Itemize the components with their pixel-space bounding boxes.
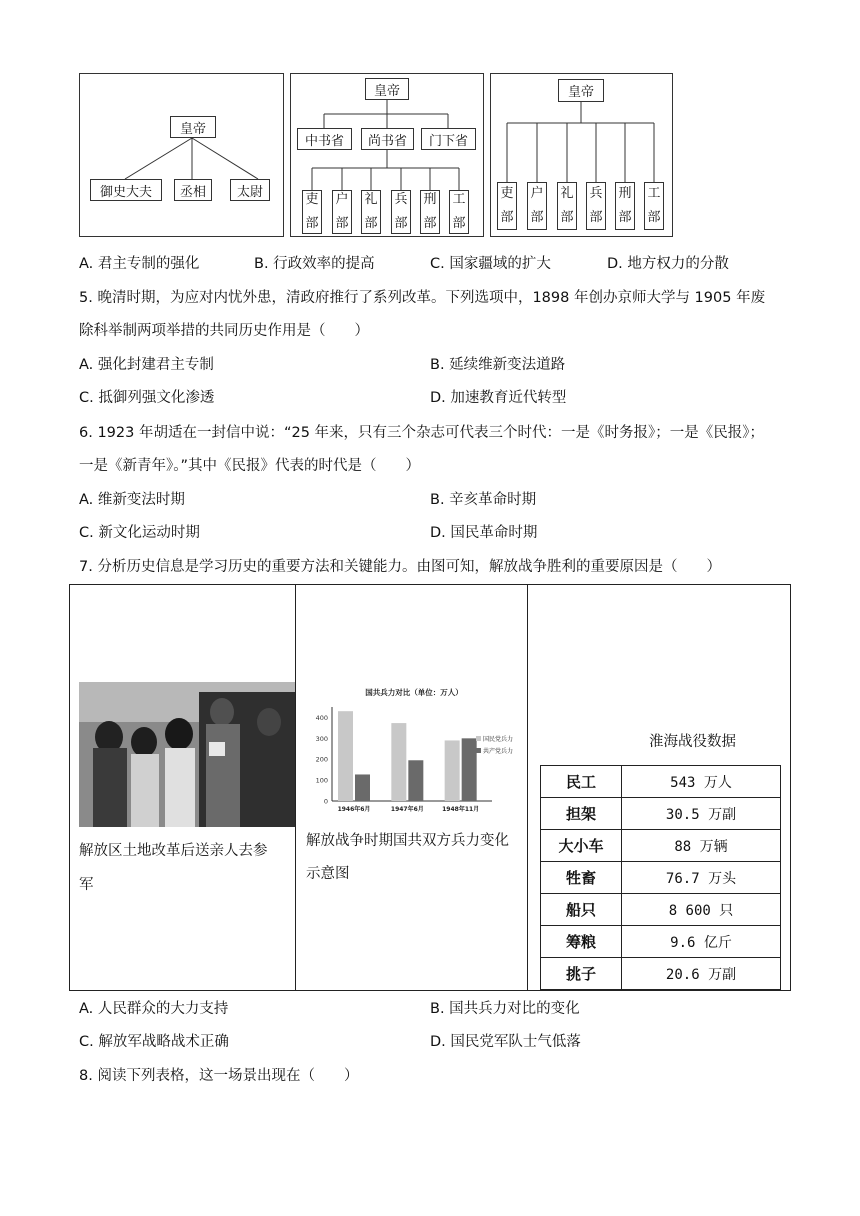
huaihai-row-value: 543 万人 [622, 766, 781, 798]
emperor-node: 皇帝 [558, 79, 604, 102]
y-tick-label: 200 [315, 755, 328, 764]
huaihai-row [541, 766, 781, 798]
diagram-tang-three-departments [290, 73, 484, 237]
q7-option-d: D. 国民党军队士气低落 [430, 1034, 581, 1050]
huaihai-row [541, 958, 781, 990]
ministry-revenue-node: 户 部 [332, 190, 352, 234]
huaihai-row [541, 894, 781, 926]
emperor-node: 皇帝 [365, 78, 409, 100]
q4-option-d: D. 地方权力的分散 [607, 256, 729, 272]
q7-option-b: B. 国共兵力对比的变化 [430, 1001, 580, 1017]
ministry-personnel-node: 吏 部 [497, 182, 517, 230]
censor-node: 御史大夫 [90, 179, 162, 201]
bar-kmt [445, 740, 460, 801]
diagram-a-connectors [80, 74, 285, 238]
commandant-node: 太尉 [230, 179, 270, 201]
cell-divider-1 [295, 585, 296, 990]
huaihai-row [541, 862, 781, 894]
diagram-ming-six-ministries [490, 73, 673, 237]
bar-cpc [355, 774, 370, 801]
ministry-justice-node: 刑 部 [420, 190, 440, 234]
bar-kmt [338, 711, 353, 801]
x-tick-label: 1947年6月 [390, 806, 424, 813]
q5-option-a: A. 强化封建君主专制 [79, 357, 214, 373]
huaihai-row-label: 挑子 [541, 958, 622, 990]
huaihai-row-value: 30.5 万副 [622, 798, 781, 830]
huaihai-row-value: 88 万辆 [622, 830, 781, 862]
q5-option-c: C. 抵御列强文化渗透 [79, 390, 215, 406]
x-tick-label: 1946年6月 [337, 806, 371, 813]
y-tick-label: 100 [315, 776, 328, 785]
huaihai-row [541, 926, 781, 958]
huaihai-row-value: 20.6 万副 [622, 958, 781, 990]
ministry-rites-node: 礼 部 [557, 182, 577, 230]
q4-option-b: B. 行政效率的提高 [254, 256, 375, 272]
huaihai-row [541, 798, 781, 830]
y-tick-label: 300 [315, 734, 328, 743]
zhongshu-node: 中书省 [297, 128, 352, 150]
bar-cpc [408, 760, 423, 801]
ministry-personnel-node: 吏 部 [302, 190, 322, 234]
legend-label: 共产党兵力 [483, 748, 514, 755]
bar-cpc [462, 738, 477, 801]
land-reform-photo [79, 682, 295, 827]
huaihai-row [541, 830, 781, 862]
y-tick-label: 400 [315, 713, 328, 722]
q5-stem-line2: 除科举制两项举措的共同历史作用是（ ） [79, 323, 369, 339]
ministry-war-node: 兵 部 [391, 190, 411, 234]
huaihai-row-label: 大小车 [541, 830, 622, 862]
huaihai-row-label: 筹粮 [541, 926, 622, 958]
huaihai-row-value: 9.6 亿斤 [622, 926, 781, 958]
y-tick-label: 0 [323, 797, 328, 806]
menxia-node: 门下省 [421, 128, 476, 150]
q4-option-c: C. 国家疆域的扩大 [430, 256, 551, 272]
shangshu-node: 尚书省 [361, 128, 414, 150]
photo-caption-line1: 解放区土地改革后送亲人去参 [79, 843, 268, 859]
q6-stem-line2: 一是《新青年》。”其中《民报》代表的时代是（ ） [79, 458, 421, 474]
chart-caption-line2: 示意图 [306, 866, 350, 882]
ministry-justice-node: 刑 部 [615, 182, 635, 230]
huaihai-row-label: 民工 [541, 766, 622, 798]
q5-stem-line1: 5. 晚清时期，为应对内忧外患，清政府推行了系列改革。下列选项中，1898 年创办京师大学与 1905 年废 [79, 290, 766, 306]
bar-kmt [391, 723, 406, 801]
q6-stem-line1: 6. 1923 年胡适在一封信中说：“25 年来，只有三个杂志可代表三个时代：一是《时务报》；一是《民报》； [79, 425, 765, 441]
x-tick-label: 1948年11月 [442, 806, 480, 813]
q7-stem: 7. 分析历史信息是学习历史的重要方法和关键能力。由图可知，解放战争胜利的重要原因是（ ） [79, 559, 721, 575]
huaihai-row-label: 船只 [541, 894, 622, 926]
force-chart-svg [304, 685, 524, 820]
q5-option-d: D. 加速教育近代转型 [430, 390, 567, 406]
huaihai-row-value: 76.7 万头 [622, 862, 781, 894]
huaihai-table-title: 淮海战役数据 [649, 734, 736, 750]
q8-stem: 8. 阅读下列表格，这一场景出现在（ ） [79, 1068, 359, 1084]
legend-swatch [476, 736, 481, 741]
q6-option-b: B. 辛亥革命时期 [430, 492, 537, 508]
photo-silhouettes [79, 682, 295, 827]
q7-option-a: A. 人民群众的大力支持 [79, 1001, 229, 1017]
q6-option-c: C. 新文化运动时期 [79, 525, 200, 541]
q7-option-c: C. 解放军战略战术正确 [79, 1034, 229, 1050]
photo-caption-line2: 军 [79, 877, 94, 893]
diagram-qin-central [79, 73, 284, 237]
legend-swatch [476, 748, 481, 753]
chancellor-node: 丞相 [174, 179, 212, 201]
huaihai-row-value: 8 600 只 [622, 894, 781, 926]
ministry-works-node: 工 部 [449, 190, 469, 234]
force-comparison-chart [304, 685, 524, 820]
ministry-works-node: 工 部 [644, 182, 664, 230]
chart-title: 国共兵力对比（单位：万人） [365, 688, 463, 697]
chart-caption-line1: 解放战争时期国共双方兵力变化 [306, 833, 509, 849]
huaihai-row-label: 担架 [541, 798, 622, 830]
cell-divider-2 [527, 585, 528, 990]
huaihai-data-table [540, 765, 781, 990]
q7-materials-table [69, 584, 791, 991]
q6-option-d: D. 国民革命时期 [430, 525, 538, 541]
emperor-node: 皇帝 [170, 116, 216, 138]
huaihai-row-label: 牲畜 [541, 862, 622, 894]
legend-label: 国民党兵力 [483, 736, 514, 743]
ministry-rites-node: 礼 部 [361, 190, 381, 234]
ministry-revenue-node: 户 部 [527, 182, 547, 230]
q6-option-a: A. 维新变法时期 [79, 492, 185, 508]
q4-option-a: A. 君主专制的强化 [79, 256, 200, 272]
ministry-war-node: 兵 部 [586, 182, 606, 230]
q5-option-b: B. 延续维新变法道路 [430, 357, 566, 373]
